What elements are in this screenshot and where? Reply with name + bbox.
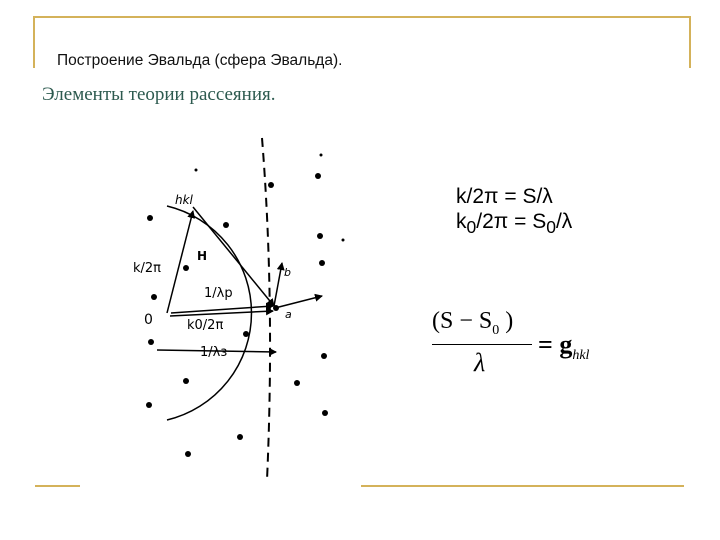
label-inv-lambda-p: 1/λp — [204, 286, 233, 301]
label-a: a — [285, 308, 292, 321]
lattice-point — [146, 402, 152, 408]
label-inv-lambda-3: 1/λз — [200, 345, 228, 360]
formula-fraction-bar — [432, 344, 532, 345]
formula-rhs: = $g_{hkl}$ — [538, 330, 590, 364]
b-vector — [274, 263, 282, 306]
origin-point — [273, 305, 279, 311]
lattice-point — [322, 410, 328, 416]
label-b: b — [284, 266, 291, 279]
lattice-point — [317, 233, 323, 239]
formula-denominator: λ — [474, 348, 486, 377]
lattice-point — [151, 294, 157, 300]
lattice-point — [185, 451, 191, 457]
k-2pi-vector — [167, 211, 193, 313]
label-zero: 0 — [144, 312, 153, 328]
slide-title: Построение Эвальда (сфера Эвальда). — [57, 52, 343, 69]
equation-k0: $k_0/2\pi = S_0/\lambda$ — [456, 210, 573, 238]
lattice-point — [320, 154, 323, 157]
label-k-2pi: k/2π — [133, 261, 162, 276]
lattice-point — [268, 182, 274, 188]
equation-k: k/2π = S/λ — [456, 185, 553, 208]
lattice-point — [147, 215, 153, 221]
slide-subtitle: Элементы теории рассеяния. — [42, 84, 276, 105]
lattice-point — [223, 222, 229, 228]
lattice-point — [237, 434, 243, 440]
label-k0-2pi: k0/2π — [187, 318, 224, 333]
label-hkl: hkl — [175, 193, 193, 207]
lattice-point — [321, 353, 327, 359]
lattice-point — [315, 173, 321, 179]
scattering-formula — [432, 308, 622, 392]
lattice-point — [148, 339, 154, 345]
lattice-point — [243, 331, 249, 337]
lattice-point — [183, 378, 189, 384]
lattice-point — [342, 239, 345, 242]
formula-numerator: ($S - S_0$ ) — [432, 308, 514, 338]
vectors — [157, 207, 322, 352]
lattice-point — [183, 265, 189, 271]
reflecting-plane-dashed — [262, 138, 270, 480]
lattice-point — [319, 260, 325, 266]
label-H: H — [197, 249, 208, 263]
a-vector — [275, 296, 322, 308]
lattice-point — [195, 169, 198, 172]
lattice-point — [294, 380, 300, 386]
